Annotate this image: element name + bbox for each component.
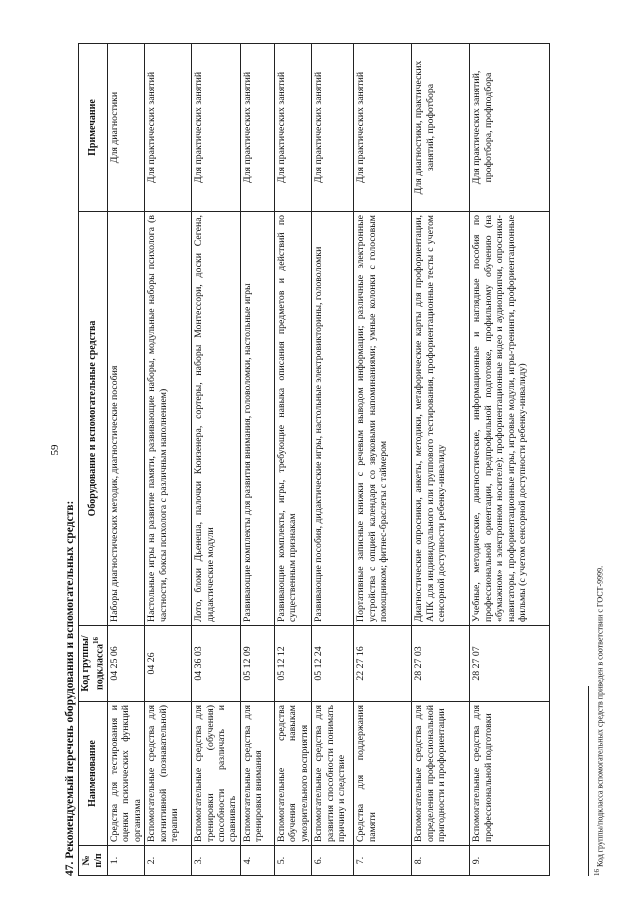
row-equipment: Учебные, методические, диагностические, информационные и наглядные пособия по профессиональной ориентации, предпрофильной подготовке, профильному обучению (на «бумажном» и электронном носителе); профориентационные видео и аудиоприпчи, опросники-навигаторы, профориентационные игры, игровые модули, игры-тренинги, профориентационные фильмы (с учетом сенсорной доступности ребенку-инвалиду) (470, 212, 550, 626)
footnote-text: Код группы/подкласса вспомогательных средств приведен в соответствии с ГОСТ-9999. (595, 565, 605, 867)
row-equipment: Портативные записные книжки с речевым выводом информации; различные электронные устройства с опцией календаря со звуковыми напоминаниями; умные колонки с голосовым помощником; фитнес-браслеты с таймером (354, 212, 412, 626)
row-name: Вспомогательные средства для тренировки (обучения) способности различать и сравнивать (192, 702, 241, 846)
table-row (192, 44, 241, 876)
footnote-mark: 16 (593, 869, 601, 876)
row-num: 4. (240, 846, 274, 876)
header-code-footnote-mark: 16 (91, 637, 100, 645)
row-name: Средства для поддержания памяти (354, 702, 412, 846)
row-code: 28 27 07 (470, 626, 550, 702)
row-code: 22 27 16 (354, 626, 412, 702)
table-row (312, 44, 354, 876)
row-code: 04 25 06 (107, 626, 144, 702)
row-num: 9. (470, 846, 550, 876)
table-header-row (79, 44, 108, 876)
row-num: 5. (274, 846, 311, 876)
row-name: Средства для тестирования и оценки психических функций организма (107, 702, 144, 846)
row-note: Для практических занятий (354, 44, 412, 212)
table-row (107, 44, 144, 876)
row-code: 05 12 12 (274, 626, 311, 702)
row-note: Для диагностики, практических занятий, профотбора (412, 44, 470, 212)
table-row (412, 44, 470, 876)
table-row (240, 44, 274, 876)
header-note-label: Примечание (87, 99, 98, 156)
row-note: Для практических занятий (274, 44, 311, 212)
row-equipment: Развивающие комплекты, игры, требующие навыка описания предметов и действий по существенным признакам (274, 212, 311, 626)
header-name (79, 702, 108, 846)
header-code (79, 626, 108, 702)
row-note: Для практических занятий (312, 44, 354, 212)
table-row (354, 44, 412, 876)
row-num: 1. (107, 846, 144, 876)
row-name: Вспомогательные средства обучения навыкам умозрительного восприятия (274, 702, 311, 846)
rotated-page-content (62, 30, 622, 888)
row-note: Для практических занятий (240, 44, 274, 212)
page-number: 59 (49, 444, 61, 456)
header-note (79, 44, 108, 212)
header-equipment (79, 212, 108, 626)
section-heading: 47. Рекомендуемый перечень оборудования и вспомогательных средств: (64, 500, 76, 876)
equipment-table (78, 43, 550, 876)
row-num: 3. (192, 846, 241, 876)
row-name: Вспомогательные средства для тренировки внимания (240, 702, 274, 846)
row-code: 04 36 03 (192, 626, 241, 702)
row-equipment: Наборы диагностических методик, диагностические пособия (107, 212, 144, 626)
row-code: 04 26 (145, 626, 192, 702)
row-name: Вспомогательные средства для профессиональной подготовки (470, 702, 550, 846)
header-num-label: № п/п (81, 853, 104, 868)
row-note: Для практических занятий, профотбора, профподбора (470, 44, 550, 212)
row-equipment: Развивающие комплекты для развития внимания, головоломки, настольные игры (240, 212, 274, 626)
table-row (274, 44, 311, 876)
row-num: 7. (354, 846, 412, 876)
table-row (470, 44, 550, 876)
row-code: 28 27 03 (412, 626, 470, 702)
row-num: 2. (145, 846, 192, 876)
row-equipment: Лото, блоки Дьенеша, палочки Кюизенера, сортеры, наборы Монтессори, доски Сегена, дидактические модули (192, 212, 241, 626)
row-equipment: Развивающие пособия, дидактические игры, настольные электровикторины, головоломки (312, 212, 354, 626)
row-equipment: Диагностические опросники, анкеты, методики, метафорические карты для профориентации, АПК для индивидуального или группового тестирования, профориентационные тесты с учетом сенсорной доступности ребенку-инвалиду (412, 212, 470, 626)
row-note: Для практических занятий (192, 44, 241, 212)
footnote (593, 566, 605, 876)
footnote-divider (588, 686, 589, 876)
row-equipment: Настольные игры на развитие памяти, развивающие наборы, модульные наборы психолога (в частности, боксы психолога с различным наполнением) (145, 212, 192, 626)
row-num: 6. (312, 846, 354, 876)
row-note: Для диагностики (107, 44, 144, 212)
header-num (79, 846, 108, 876)
row-code: 05 12 24 (312, 626, 354, 702)
row-note: Для практических занятий (145, 44, 192, 212)
header-name-label: Наименование (87, 740, 98, 807)
row-name: Вспомогательные средства для определения профессиональной пригодности и профориентации (412, 702, 470, 846)
header-code-label: Код группы/ подкласса (80, 635, 106, 692)
header-equipment-label: Оборудование и вспомогательные средства (87, 320, 98, 517)
row-num: 8. (412, 846, 470, 876)
row-code: 05 12 09 (240, 626, 274, 702)
row-name: Вспомогательные средства для развития способности понимать причину и следствие (312, 702, 354, 846)
table-row (145, 44, 192, 876)
row-name: Вспомогательные средства для когнитивной (познавательной) терапии (145, 702, 192, 846)
